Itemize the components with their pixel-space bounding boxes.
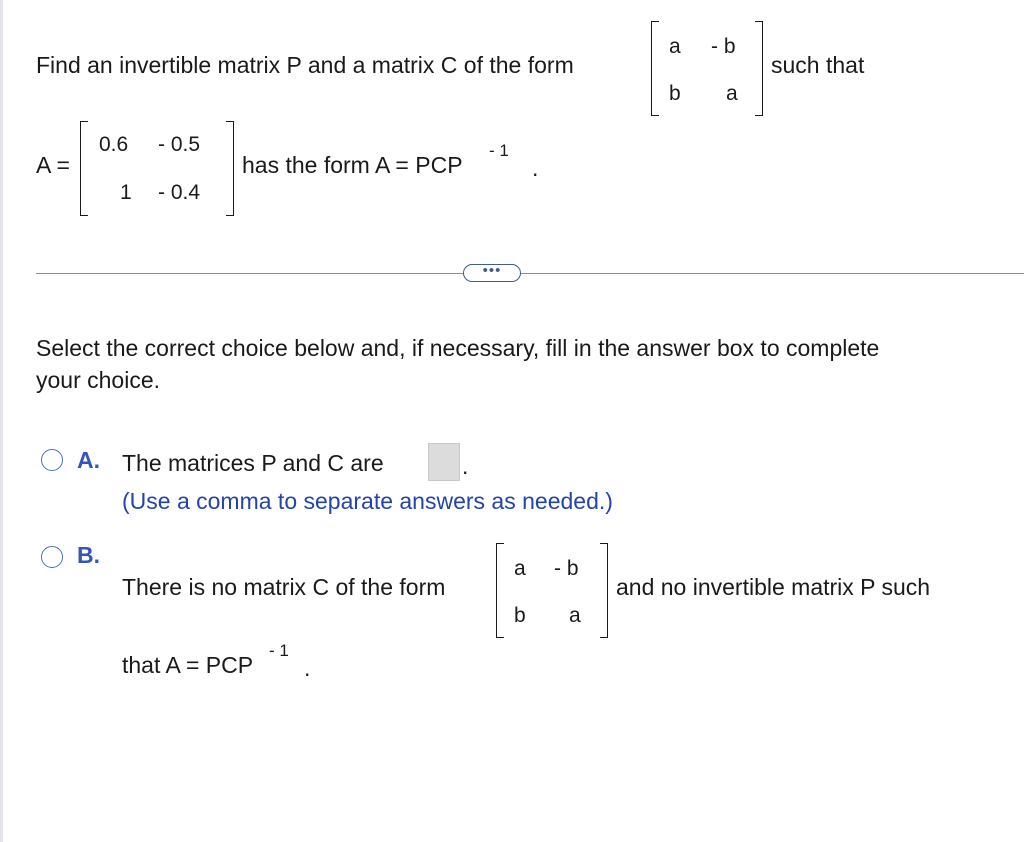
matrix-a-a22: - 0.4	[158, 181, 201, 204]
choice-b-text-1: There is no matrix C of the form	[122, 574, 446, 600]
has-form-text: has the form A = PCP	[242, 152, 463, 178]
form-matrix-a11: a	[669, 35, 681, 58]
inverse-exponent: - 1	[489, 141, 509, 160]
choice-a-letter: A.	[77, 447, 100, 473]
matrix-a-a12: - 0.5	[158, 133, 201, 156]
left-edge-rule	[0, 0, 3, 842]
form-matrix-a22: a	[726, 82, 738, 105]
choice-b-text-3: that A = PCP	[122, 652, 254, 678]
choice-b-radio[interactable]	[41, 546, 63, 568]
instruction-line-1: Select the correct choice below and, if necessary, fill in the answer box to complete	[36, 335, 880, 361]
question-period: .	[532, 155, 539, 181]
choice-b-form-matrix	[496, 543, 608, 638]
answer-input-box[interactable]	[428, 443, 460, 481]
question-text: Find an invertible matrix P and a matrix C of the form	[36, 52, 574, 78]
such-that-text: such that	[771, 52, 865, 78]
section-divider	[36, 273, 1024, 274]
choice-b-matrix-a12: - b	[554, 557, 579, 580]
choice-a-radio[interactable]	[41, 449, 63, 471]
choice-b-text-2: and no invertible matrix P such	[616, 574, 931, 600]
a-label: A =	[36, 152, 70, 178]
matrix-a-a11: 0.6	[99, 133, 129, 156]
choice-b-letter: B.	[77, 542, 100, 568]
choice-b-matrix-a21: b	[514, 604, 526, 627]
choice-b-period: .	[304, 655, 311, 681]
instruction-line-2: your choice.	[36, 367, 161, 393]
form-matrix	[651, 21, 763, 116]
show-more-button[interactable]: •••	[463, 264, 521, 282]
choice-a-hint: (Use a comma to separate answers as needed.)	[122, 488, 613, 514]
choice-a-text: The matrices P and C are	[122, 450, 384, 476]
choice-b-inverse-exponent: - 1	[269, 641, 289, 660]
matrix-a	[80, 121, 234, 216]
form-matrix-a12: - b	[711, 35, 736, 58]
choice-b-matrix-a11: a	[514, 557, 526, 580]
choice-a-period: .	[462, 453, 469, 479]
form-matrix-a21: b	[669, 82, 681, 105]
matrix-a-a21: 1	[120, 181, 132, 204]
choice-b-matrix-a22: a	[569, 604, 581, 627]
